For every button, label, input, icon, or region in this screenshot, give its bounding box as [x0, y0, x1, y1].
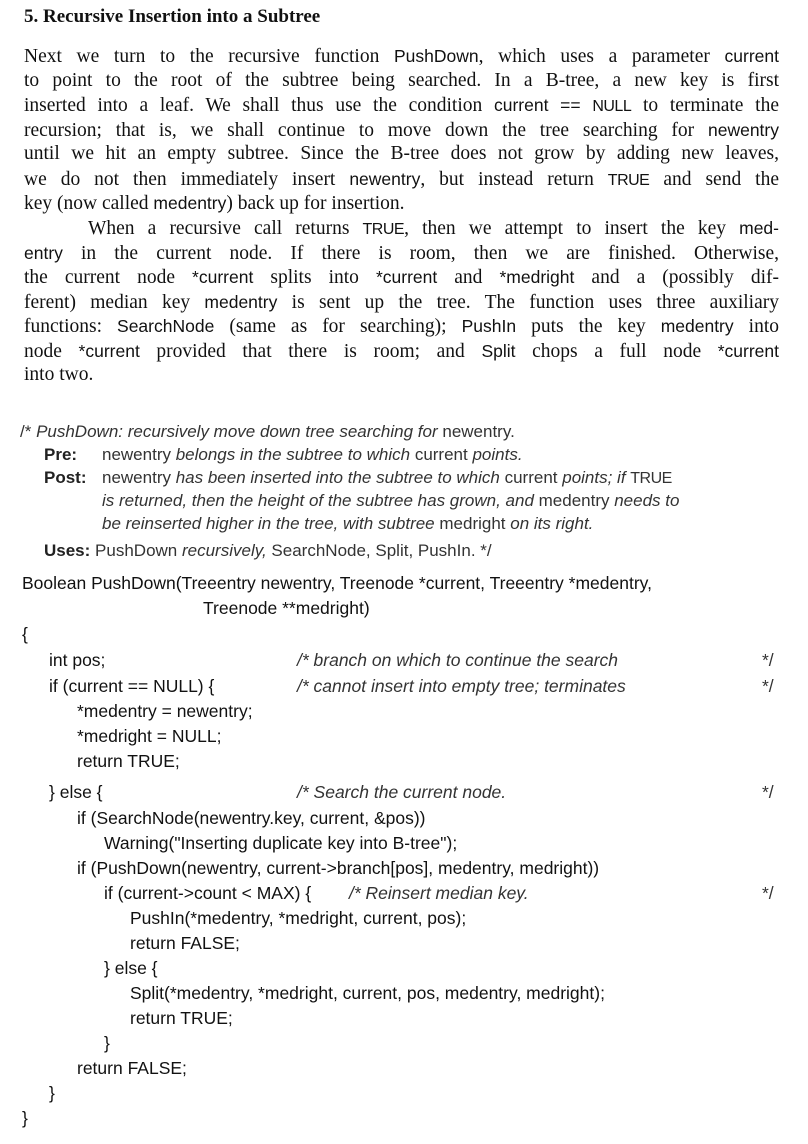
text-span: , then we attempt to insert the key	[404, 218, 740, 239]
code-comment-end: */	[762, 650, 774, 670]
post-text-line-3	[102, 512, 593, 536]
text-span: inserted into a leaf. We shall thus use the condition	[24, 95, 494, 116]
text-span: in the current node. If there is room, then we are finished. Otherwise,	[62, 242, 779, 264]
code-comment: /* cannot insert into empty tree; terminates	[297, 676, 626, 696]
comment-text: be reinserted higher in the tree, with subtree	[102, 514, 440, 533]
text-line	[24, 265, 779, 290]
code-line: Split(*medentry, *medright, current, pos, medentry, medright);	[130, 983, 605, 1003]
text-line	[24, 69, 779, 94]
code-term: *medright	[499, 267, 575, 287]
comment-code-term: current	[504, 468, 558, 487]
text-span: to terminate the	[631, 95, 779, 116]
code-close-brace: }	[22, 1108, 28, 1128]
code-term: newentry	[707, 119, 779, 140]
text-span: puts the key	[516, 316, 661, 337]
code-line: if (SearchNode(newentry.key, current, &pos))	[77, 808, 426, 828]
comment-title-line	[20, 420, 515, 444]
comment-text: is returned, then the height of the subtree has grown, and	[102, 491, 539, 510]
comment-code-term: PushDown	[95, 541, 178, 560]
code-term: *current	[192, 267, 254, 287]
code-line: return FALSE;	[77, 1058, 187, 1078]
text-span: into	[733, 316, 780, 337]
code-line: } else {	[49, 782, 103, 802]
code-comment: /* branch on which to continue the search	[297, 650, 619, 670]
comment-text: needs to	[609, 491, 680, 510]
comment-text: points.	[467, 445, 523, 464]
text-line	[24, 118, 779, 143]
text-span: splits into	[253, 267, 376, 288]
code-line: if (current->count < MAX) {	[104, 883, 312, 903]
uses-line	[44, 539, 492, 563]
paragraph-recursive-return	[24, 216, 779, 388]
comment-text: on its right.	[505, 514, 594, 533]
text-span: into two.	[24, 364, 94, 385]
text-span: ) back up for insertion.	[226, 193, 405, 214]
comment-text: has been inserted into the subtree to which	[170, 468, 505, 487]
code-term: TRUE	[607, 171, 650, 189]
comment-code-term: medright	[439, 514, 506, 533]
text-line	[24, 44, 779, 69]
text-span: node	[24, 340, 79, 362]
code-comment-end: */	[762, 676, 774, 696]
code-line: return FALSE;	[130, 933, 240, 953]
pre-text	[102, 443, 523, 467]
text-line	[24, 93, 779, 118]
text-line	[24, 314, 779, 339]
pre-label	[44, 443, 77, 467]
code-term: PushDown	[393, 46, 479, 66]
code-line: }	[49, 1083, 55, 1103]
code-line: *medentry = newentry;	[77, 701, 253, 721]
code-term: PushIn	[461, 316, 517, 336]
code-term: *current	[375, 267, 438, 287]
text-line	[24, 339, 779, 364]
code-line: int pos;	[49, 650, 106, 670]
text-span: functions:	[24, 316, 118, 337]
post-text-line-1	[102, 466, 672, 490]
pre-label-text: Pre:	[44, 445, 78, 464]
code-line: *medright = NULL;	[77, 726, 222, 746]
code-line: PushIn(*medentry, *medright, current, pos);	[130, 908, 467, 928]
uses-label-text: Uses:	[44, 541, 91, 560]
text-span: , which uses a parameter	[478, 46, 725, 67]
code-term: SearchNode	[117, 316, 215, 336]
text-span: ferent) median key	[24, 291, 205, 313]
section-heading: 5. Recursive Insertion into a Subtree	[24, 6, 321, 27]
text-span: provided that there is room; and	[139, 340, 482, 362]
comment-text: belongs in the subtree to which	[170, 445, 415, 464]
comment-code-term: SearchNode, Split, PushIn.	[271, 541, 476, 560]
text-span: Next we turn to the recursive function	[24, 46, 394, 67]
text-span: the current node	[24, 267, 193, 288]
code-line: Warning("Inserting duplicate key into B-tree");	[104, 833, 458, 853]
code-signature-line-1: Boolean PushDown(Treeentry newentry, Treenode *current, Treeentry *medentry,	[22, 573, 652, 593]
text-span: until we hit an empty subtree. Since the B-tree does not grow by adding new leaves,	[24, 143, 779, 164]
code-term: current ==	[493, 95, 593, 115]
text-span: and	[437, 267, 500, 288]
code-term: NULL	[592, 98, 632, 115]
text-span: chops a full node	[515, 340, 718, 362]
post-text-line-2	[102, 489, 679, 513]
code-comment: /* Search the current node.	[297, 782, 507, 802]
text-span: to point to the root of the subtree being searched. In a B-tree, a new key is first	[24, 69, 779, 91]
comment-text: recursively,	[177, 541, 272, 560]
text-line	[24, 167, 779, 192]
comment-open: /*	[20, 422, 37, 441]
comment-text: points; if	[557, 468, 631, 487]
text-span: key (now called	[24, 193, 154, 214]
comment-code-term: newentry	[102, 445, 171, 464]
code-term: medentry	[660, 316, 734, 336]
text-span: , but instead return	[420, 168, 608, 190]
comment-code-term: newentry	[442, 422, 511, 441]
text-line	[24, 363, 779, 388]
paragraph-pushdown-intro	[24, 44, 779, 216]
code-line: if (PushDown(newentry, current->branch[pos], medentry, medright))	[77, 858, 600, 878]
comment-code-term: medentry	[538, 491, 610, 510]
text-line	[24, 241, 779, 266]
code-signature-line-2: Treenode **medright)	[203, 598, 370, 618]
code-term: med-	[739, 218, 779, 238]
code-line: return TRUE;	[77, 751, 180, 771]
code-line: if (current == NULL) {	[49, 676, 215, 696]
code-comment-end: */	[762, 883, 774, 903]
code-comment: /* Reinsert median key.	[349, 883, 529, 903]
text-span: is sent up the tree. The function uses three auxiliary	[277, 291, 779, 313]
code-line: }	[104, 1033, 110, 1053]
text-line	[24, 142, 779, 167]
text-span: recursion; that is, we shall continue to move down the tree searching for	[24, 119, 708, 141]
post-label	[44, 466, 87, 490]
comment-code-term: TRUE	[630, 470, 672, 487]
comment-text: PushDown: recursively move down tree searching for	[36, 422, 443, 441]
code-term: medentry	[153, 193, 227, 213]
text-line	[24, 191, 779, 216]
code-line: return TRUE;	[130, 1008, 233, 1028]
comment-close: */	[475, 541, 492, 560]
code-term: TRUE	[362, 221, 405, 238]
text-line	[24, 216, 779, 241]
code-term: *current	[78, 340, 140, 361]
code-term: entry	[24, 242, 63, 263]
code-term: current	[724, 46, 779, 66]
code-term: newentry	[349, 168, 421, 189]
text-span: When a recursive call returns	[88, 218, 363, 239]
code-term: medentry	[204, 291, 278, 312]
code-comment-end: */	[762, 782, 774, 802]
post-label-text: Post:	[44, 468, 87, 487]
text-line	[24, 290, 779, 315]
code-open-brace: {	[22, 624, 28, 644]
text-span: we do not then immediately insert	[24, 168, 350, 190]
code-term: *current	[717, 340, 779, 361]
comment-text: .	[510, 422, 515, 441]
code-line: } else {	[104, 958, 158, 978]
text-span: (same as for searching);	[214, 316, 462, 337]
comment-code-term: newentry	[102, 468, 171, 487]
code-term: Split	[481, 340, 516, 361]
text-span: and a (possibly dif-	[574, 267, 779, 288]
comment-code-term: current	[414, 445, 468, 464]
text-span: and send the	[649, 168, 779, 190]
